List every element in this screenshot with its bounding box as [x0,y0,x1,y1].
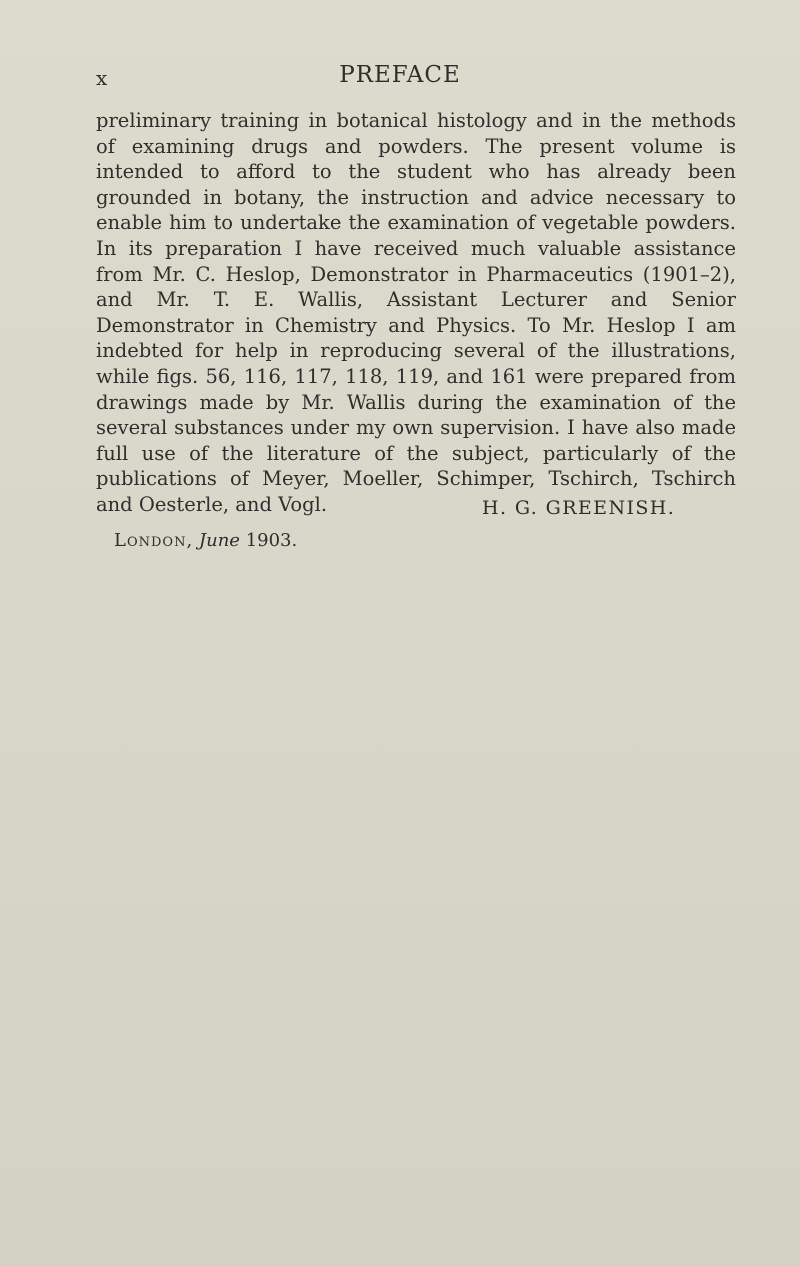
dateline-place: London, [114,530,194,551]
dateline-month: June [198,530,240,551]
preface-paragraph: preliminary training in botanical histology and in the methods of examining drugs and powders. The present volume is intended to afford to the student who has already been grounded in botany, the instruction and advice necessary to enable him to undertake the examination of vegetable powders. In its preparation I have received much valuable assistance from Mr. C. Heslop, Demonstrator in Pharmaceutics (1901–2), and Mr. T. E. Wallis, Assistant Lecturer and Senior Demonstrator in Chemistry and Physics. To Mr. Heslop I am indebted for help in reproducing several of the illustrations, while figs. 56, 116, 117, 118, 119, and 161 were prepared from drawings made by Mr. Wallis during the examination of the several substances under my own supervision. I have also made full use of the literature of the subject, particularly of the publications of Meyer, Moeller, Schimper, Tschirch, Tschirch and Oesterle, and Vogl. [96,109,736,516]
dateline [114,530,297,551]
running-head: PREFACE [339,62,461,88]
author-signature: H. G. GREENISH. [482,497,676,519]
page-header [60,62,740,92]
page-number: x [96,66,108,90]
dateline-year: 1903. [245,530,298,551]
